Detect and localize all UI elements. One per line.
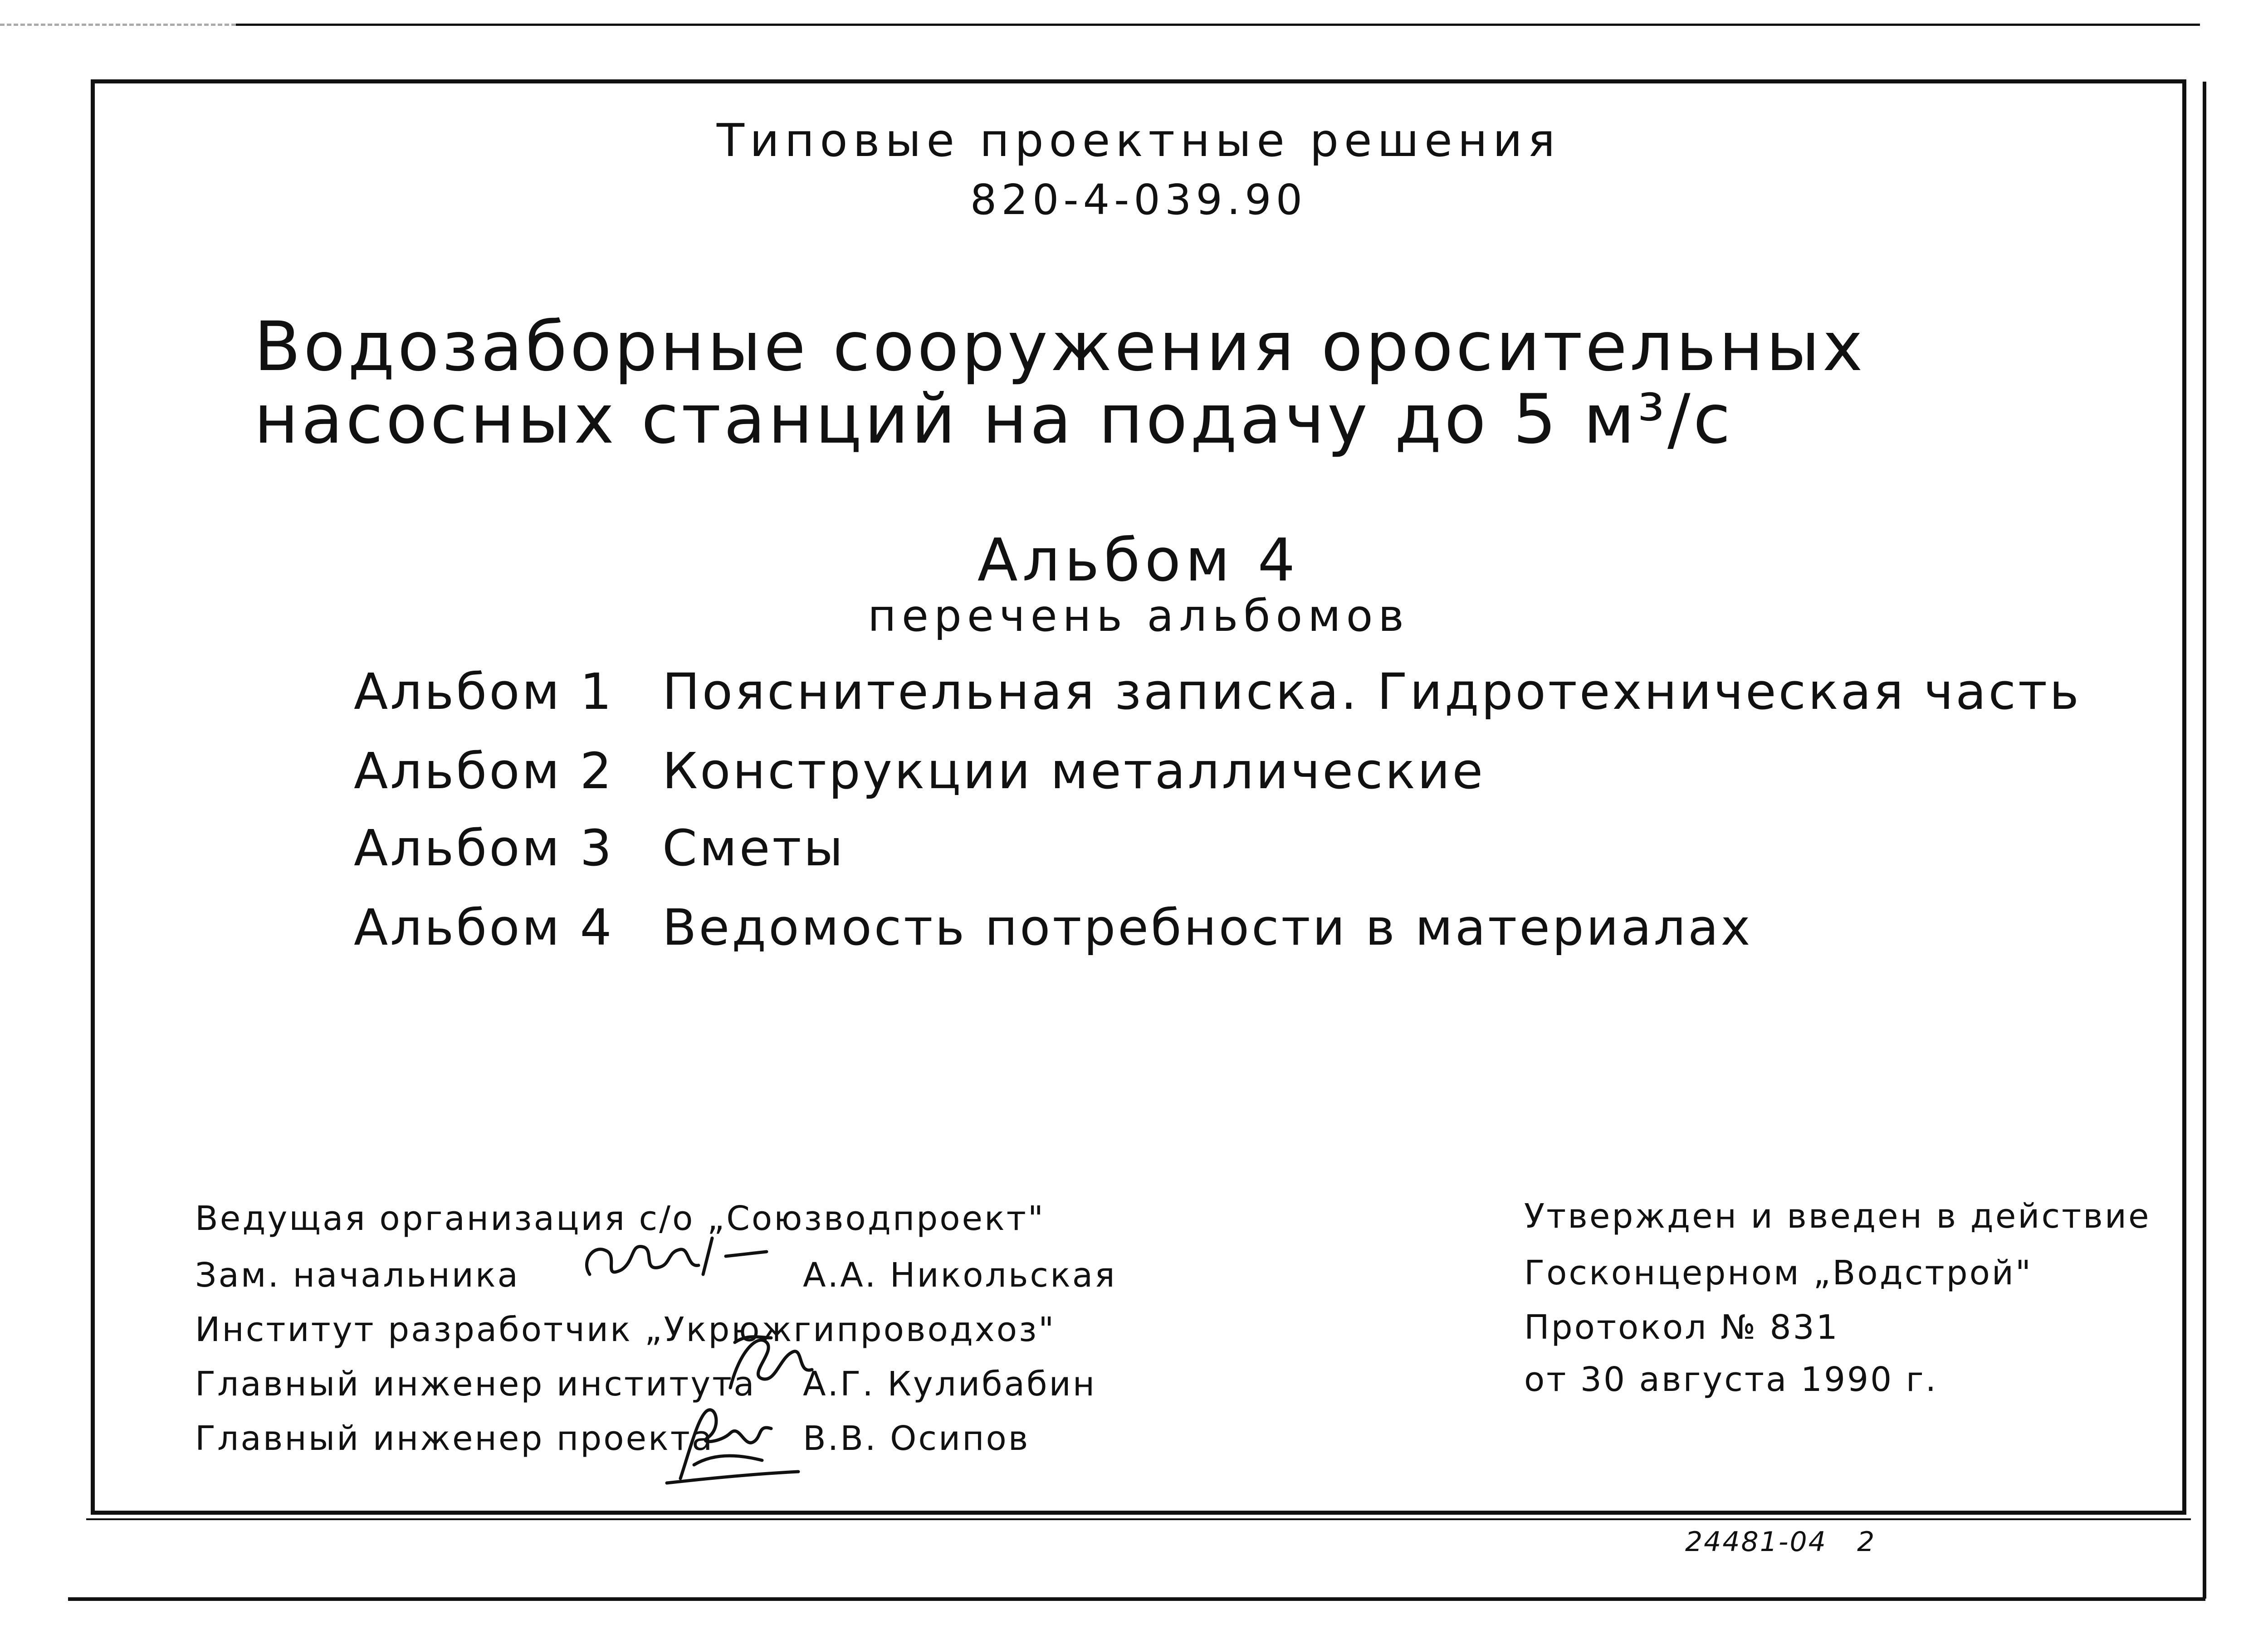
approval-date: от 30 августа 1990 г. — [1524, 1360, 1938, 1399]
series-code: 820-4-039.90 — [970, 176, 1307, 224]
signature-nikolskaya — [576, 1224, 812, 1293]
document-title-line-2: насосных станций на подачу до 5 м³/с — [254, 380, 1734, 459]
album-label: Альбом 2 — [354, 742, 614, 800]
right-edge-line — [2203, 82, 2206, 1599]
album-row-3 — [354, 819, 846, 877]
lead-organization: Ведущая организация с/о „Союзводпроект" — [195, 1199, 1045, 1238]
album-row-2 — [354, 742, 1486, 800]
bottom-edge-line — [68, 1597, 2205, 1601]
deputy-head-name: А.А. Никольская — [803, 1256, 1117, 1295]
album-title: Конструкции металлические — [662, 742, 1486, 800]
page-number: 2 — [1857, 1526, 1876, 1558]
frame-bottom-rule — [86, 1518, 2191, 1520]
album-label: Альбом 3 — [354, 819, 614, 877]
deputy-head-role: Зам. начальника — [195, 1256, 520, 1295]
approval-protocol: Протокол № 831 — [1524, 1308, 1839, 1347]
album-title: Сметы — [662, 819, 846, 877]
document-title-line-1: Водозаборные сооружения оросительных — [254, 307, 1866, 386]
albums-list-heading: перечень альбомов — [868, 590, 1409, 641]
signature-kulibabin — [721, 1324, 821, 1397]
top-edge-dashed — [0, 24, 236, 26]
document-number — [1685, 1528, 1876, 1556]
album-title: Ведомость потребности в материалах — [662, 898, 1753, 956]
chief-engineer-institute-name: А.Г. Кулибабин — [803, 1365, 1097, 1404]
album-heading: Альбом 4 — [977, 526, 1300, 595]
chief-engineer-project-name: В.В. Осипов — [803, 1419, 1030, 1458]
album-row-1 — [354, 663, 2081, 721]
album-label: Альбом 1 — [354, 663, 614, 721]
developer-institute: Институт разработчик „Укрюжгипроводхоз" — [195, 1310, 1056, 1349]
album-label: Альбом 4 — [354, 898, 614, 956]
approval-line-2: Госконцерном „Водстрой" — [1524, 1254, 2033, 1293]
chief-engineer-project-role: Главный инженер проекта — [195, 1419, 714, 1458]
album-title: Пояснительная записка. Гидротехническая часть — [662, 663, 2081, 721]
series-title: Типовые проектные решения — [716, 114, 1561, 167]
album-row-4 — [354, 898, 1753, 956]
chief-engineer-institute-role: Главный инженер института — [195, 1365, 756, 1404]
signature-osipov — [653, 1397, 807, 1488]
top-edge-line — [236, 24, 2200, 26]
approval-line-1: Утвержден и введен в действие — [1524, 1197, 2151, 1236]
document-number-value: 24481-04 — [1685, 1526, 1827, 1558]
